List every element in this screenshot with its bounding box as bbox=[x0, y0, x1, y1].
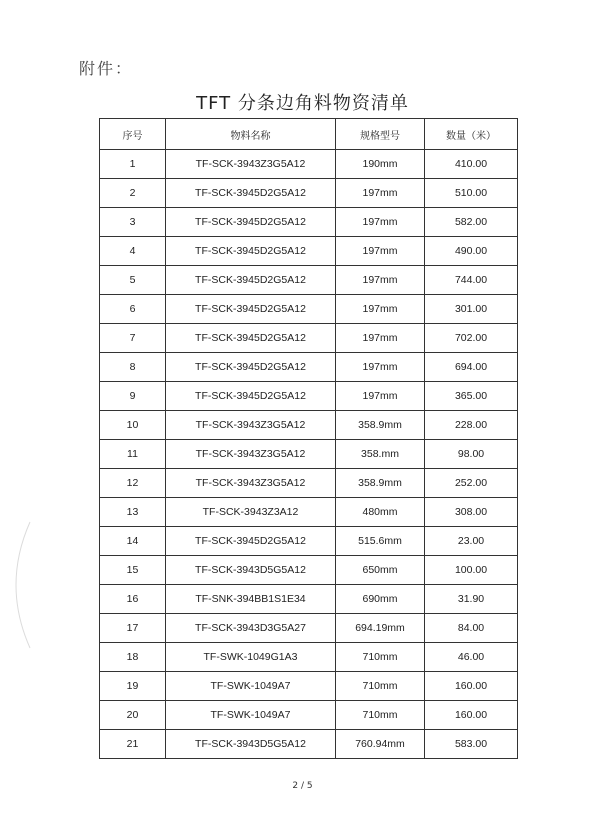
cell-quantity: 160.00 bbox=[425, 701, 518, 730]
cell-index: 14 bbox=[100, 527, 166, 556]
stamp-arc-decoration bbox=[0, 520, 40, 650]
cell-material-name: TF-SCK-3943Z3A12 bbox=[166, 498, 336, 527]
cell-spec: 760.94mm bbox=[336, 730, 425, 759]
cell-material-name: TF-SCK-3945D2G5A12 bbox=[166, 324, 336, 353]
cell-quantity: 301.00 bbox=[425, 295, 518, 324]
cell-spec: 358.9mm bbox=[336, 411, 425, 440]
cell-spec: 197mm bbox=[336, 237, 425, 266]
cell-spec: 710mm bbox=[336, 701, 425, 730]
cell-material-name: TF-SCK-3943D3G5A27 bbox=[166, 614, 336, 643]
cell-quantity: 490.00 bbox=[425, 237, 518, 266]
cell-quantity: 252.00 bbox=[425, 469, 518, 498]
cell-spec: 710mm bbox=[336, 643, 425, 672]
cell-quantity: 510.00 bbox=[425, 179, 518, 208]
cell-index: 9 bbox=[100, 382, 166, 411]
cell-index: 21 bbox=[100, 730, 166, 759]
cell-index: 10 bbox=[100, 411, 166, 440]
cell-spec: 694.19mm bbox=[336, 614, 425, 643]
table-row bbox=[100, 498, 518, 527]
cell-material-name: TF-SCK-3943D5G5A12 bbox=[166, 730, 336, 759]
cell-quantity: 100.00 bbox=[425, 556, 518, 585]
header-quantity: 数量（米） bbox=[425, 119, 518, 150]
cell-material-name: TF-SWK-1049G1A3 bbox=[166, 643, 336, 672]
cell-material-name: TF-SCK-3945D2G5A12 bbox=[166, 208, 336, 237]
cell-index: 20 bbox=[100, 701, 166, 730]
cell-quantity: 31.90 bbox=[425, 585, 518, 614]
cell-spec: 650mm bbox=[336, 556, 425, 585]
table-row bbox=[100, 324, 518, 353]
cell-spec: 358.mm bbox=[336, 440, 425, 469]
page-title: TFT 分条边角料物资清单 bbox=[196, 93, 409, 114]
cell-index: 7 bbox=[100, 324, 166, 353]
cell-index: 11 bbox=[100, 440, 166, 469]
cell-quantity: 98.00 bbox=[425, 440, 518, 469]
table-row bbox=[100, 237, 518, 266]
cell-quantity: 46.00 bbox=[425, 643, 518, 672]
header-index: 序号 bbox=[100, 119, 166, 150]
cell-quantity: 410.00 bbox=[425, 150, 518, 179]
cell-index: 5 bbox=[100, 266, 166, 295]
table-row bbox=[100, 556, 518, 585]
cell-spec: 197mm bbox=[336, 179, 425, 208]
cell-index: 3 bbox=[100, 208, 166, 237]
cell-index: 15 bbox=[100, 556, 166, 585]
cell-material-name: TF-SCK-3945D2G5A12 bbox=[166, 295, 336, 324]
cell-quantity: 84.00 bbox=[425, 614, 518, 643]
header-spec: 规格型号 bbox=[336, 119, 425, 150]
cell-quantity: 23.00 bbox=[425, 527, 518, 556]
table-row bbox=[100, 382, 518, 411]
table-row bbox=[100, 295, 518, 324]
cell-quantity: 582.00 bbox=[425, 208, 518, 237]
table-row bbox=[100, 730, 518, 759]
cell-quantity: 365.00 bbox=[425, 382, 518, 411]
table-row bbox=[100, 585, 518, 614]
table-row bbox=[100, 614, 518, 643]
cell-spec: 358.9mm bbox=[336, 469, 425, 498]
cell-spec: 710mm bbox=[336, 672, 425, 701]
cell-index: 1 bbox=[100, 150, 166, 179]
cell-spec: 197mm bbox=[336, 324, 425, 353]
cell-quantity: 583.00 bbox=[425, 730, 518, 759]
cell-quantity: 228.00 bbox=[425, 411, 518, 440]
attachment-label: 附件： bbox=[79, 59, 134, 78]
table-header-row bbox=[100, 119, 518, 150]
cell-material-name: TF-SCK-3943D5G5A12 bbox=[166, 556, 336, 585]
cell-material-name: TF-SCK-3945D2G5A12 bbox=[166, 237, 336, 266]
cell-material-name: TF-SWK-1049A7 bbox=[166, 672, 336, 701]
cell-index: 18 bbox=[100, 643, 166, 672]
table-row bbox=[100, 150, 518, 179]
cell-quantity: 744.00 bbox=[425, 266, 518, 295]
cell-material-name: TF-SWK-1049A7 bbox=[166, 701, 336, 730]
cell-quantity: 308.00 bbox=[425, 498, 518, 527]
cell-index: 13 bbox=[100, 498, 166, 527]
cell-material-name: TF-SCK-3943Z3G5A12 bbox=[166, 469, 336, 498]
table-row bbox=[100, 411, 518, 440]
cell-quantity: 160.00 bbox=[425, 672, 518, 701]
table-row bbox=[100, 643, 518, 672]
materials-table bbox=[99, 118, 518, 759]
cell-material-name: TF-SCK-3945D2G5A12 bbox=[166, 266, 336, 295]
cell-index: 19 bbox=[100, 672, 166, 701]
cell-spec: 197mm bbox=[336, 382, 425, 411]
cell-index: 16 bbox=[100, 585, 166, 614]
cell-index: 17 bbox=[100, 614, 166, 643]
cell-spec: 197mm bbox=[336, 266, 425, 295]
cell-spec: 197mm bbox=[336, 295, 425, 324]
table-row bbox=[100, 672, 518, 701]
table-row bbox=[100, 701, 518, 730]
table-row bbox=[100, 527, 518, 556]
cell-material-name: TF-SCK-3945D2G5A12 bbox=[166, 382, 336, 411]
cell-material-name: TF-SCK-3943Z3G5A12 bbox=[166, 411, 336, 440]
cell-index: 6 bbox=[100, 295, 166, 324]
cell-index: 4 bbox=[100, 237, 166, 266]
cell-index: 12 bbox=[100, 469, 166, 498]
cell-material-name: TF-SCK-3945D2G5A12 bbox=[166, 527, 336, 556]
cell-spec: 197mm bbox=[336, 353, 425, 382]
cell-material-name: TF-SCK-3945D2G5A12 bbox=[166, 353, 336, 382]
table-body bbox=[100, 150, 518, 759]
cell-spec: 190mm bbox=[336, 150, 425, 179]
cell-spec: 480mm bbox=[336, 498, 425, 527]
cell-spec: 197mm bbox=[336, 208, 425, 237]
cell-spec: 690mm bbox=[336, 585, 425, 614]
table-row bbox=[100, 266, 518, 295]
cell-spec: 515.6mm bbox=[336, 527, 425, 556]
cell-material-name: TF-SCK-3943Z3G5A12 bbox=[166, 150, 336, 179]
header-material-name: 物料名称 bbox=[166, 119, 336, 150]
table-row bbox=[100, 179, 518, 208]
cell-quantity: 702.00 bbox=[425, 324, 518, 353]
table-row bbox=[100, 353, 518, 382]
cell-index: 2 bbox=[100, 179, 166, 208]
table-row bbox=[100, 208, 518, 237]
table-row bbox=[100, 469, 518, 498]
cell-material-name: TF-SCK-3943Z3G5A12 bbox=[166, 440, 336, 469]
table-row bbox=[100, 440, 518, 469]
cell-material-name: TF-SNK-394BB1S1E34 bbox=[166, 585, 336, 614]
cell-quantity: 694.00 bbox=[425, 353, 518, 382]
cell-material-name: TF-SCK-3945D2G5A12 bbox=[166, 179, 336, 208]
cell-index: 8 bbox=[100, 353, 166, 382]
page-number: 2 / 5 bbox=[292, 781, 313, 791]
